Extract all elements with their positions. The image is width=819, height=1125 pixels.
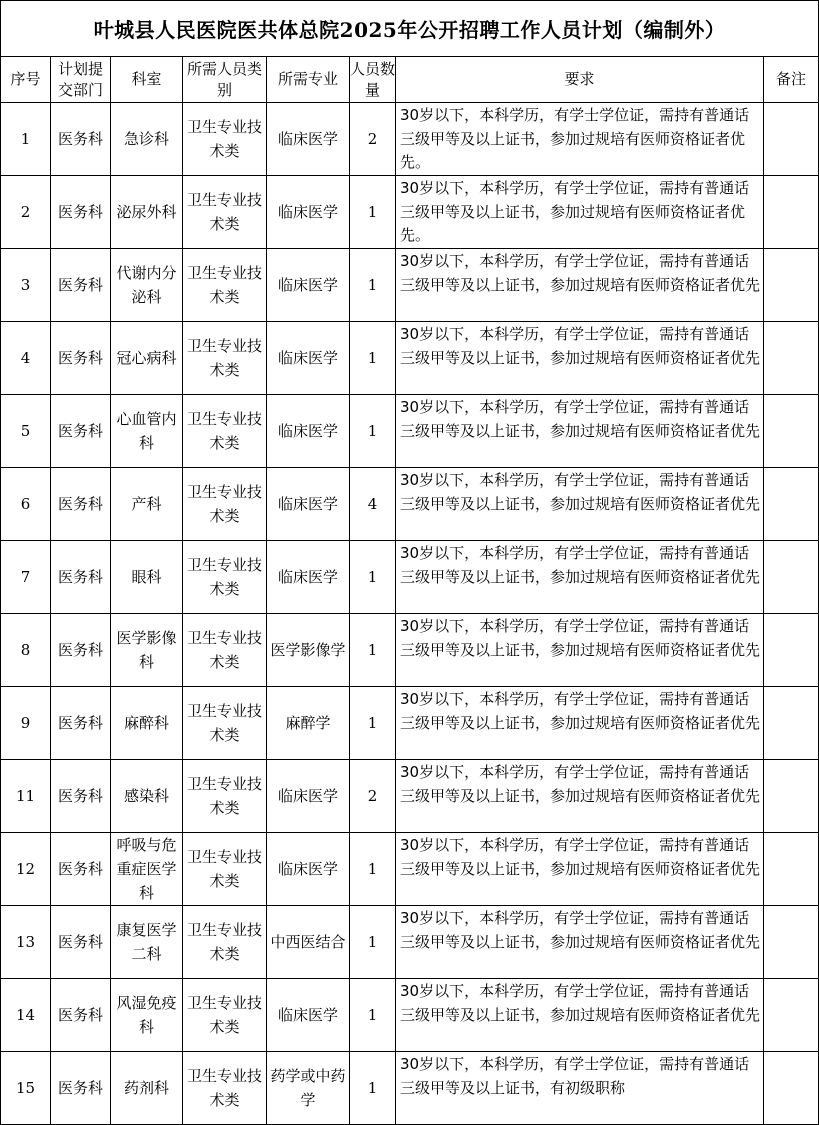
cell-office: 眼科 bbox=[111, 541, 183, 614]
cell-dept: 医务科 bbox=[51, 833, 111, 906]
cell-count: 1 bbox=[350, 395, 396, 468]
cell-office: 康复医学二科 bbox=[111, 906, 183, 979]
table-row bbox=[1, 979, 819, 1052]
cell-dept: 医务科 bbox=[51, 249, 111, 322]
table-row bbox=[1, 541, 819, 614]
table-row bbox=[1, 760, 819, 833]
cell-seq: 1 bbox=[1, 103, 51, 176]
cell-major: 临床医学 bbox=[267, 176, 350, 249]
cell-office: 急诊科 bbox=[111, 103, 183, 176]
cell-dept: 医务科 bbox=[51, 468, 111, 541]
header-seq: 序号 bbox=[1, 57, 51, 103]
cell-office: 风湿免疫科 bbox=[111, 979, 183, 1052]
cell-dept: 医务科 bbox=[51, 1052, 111, 1125]
cell-major: 临床医学 bbox=[267, 833, 350, 906]
cell-seq: 9 bbox=[1, 687, 51, 760]
cell-category: 卫生专业技术类 bbox=[183, 249, 267, 322]
cell-seq: 2 bbox=[1, 176, 51, 249]
cell-category: 卫生专业技术类 bbox=[183, 1052, 267, 1125]
cell-remarks bbox=[764, 687, 819, 760]
cell-category: 卫生专业技术类 bbox=[183, 103, 267, 176]
cell-remarks bbox=[764, 979, 819, 1052]
cell-seq: 6 bbox=[1, 468, 51, 541]
table-header-row bbox=[1, 57, 819, 103]
cell-major: 临床医学 bbox=[267, 760, 350, 833]
cell-remarks bbox=[764, 103, 819, 176]
cell-requirements: 30岁以下，本科学历，有学士学位证，需持有普通话三级甲等及以上证书，参加过规培有医师资格证者优先 bbox=[396, 906, 764, 979]
table-row bbox=[1, 468, 819, 541]
cell-category: 卫生专业技术类 bbox=[183, 468, 267, 541]
cell-count: 1 bbox=[350, 979, 396, 1052]
cell-count: 1 bbox=[350, 176, 396, 249]
cell-category: 卫生专业技术类 bbox=[183, 833, 267, 906]
table-row bbox=[1, 1052, 819, 1125]
cell-major: 药学或中药学 bbox=[267, 1052, 350, 1125]
cell-seq: 7 bbox=[1, 541, 51, 614]
cell-requirements: 30岁以下，本科学历，有学士学位证，需持有普通话三级甲等及以上证书，参加过规培有医师资格证者优先。 bbox=[396, 103, 764, 176]
table-row bbox=[1, 833, 819, 906]
cell-requirements: 30岁以下，本科学历，有学士学位证，需持有普通话三级甲等及以上证书，参加过规培有医师资格证者优先 bbox=[396, 541, 764, 614]
cell-major: 临床医学 bbox=[267, 395, 350, 468]
cell-remarks bbox=[764, 249, 819, 322]
cell-category: 卫生专业技术类 bbox=[183, 906, 267, 979]
cell-major: 医学影像学 bbox=[267, 614, 350, 687]
cell-major: 临床医学 bbox=[267, 322, 350, 395]
table-row bbox=[1, 906, 819, 979]
cell-requirements: 30岁以下，本科学历，有学士学位证，需持有普通话三级甲等及以上证书，参加过规培有医师资格证者优先 bbox=[396, 468, 764, 541]
table-row bbox=[1, 103, 819, 176]
cell-category: 卫生专业技术类 bbox=[183, 979, 267, 1052]
cell-dept: 医务科 bbox=[51, 176, 111, 249]
cell-requirements: 30岁以下，本科学历，有学士学位证，需持有普通话三级甲等及以上证书，参加过规培有医师资格证者优先 bbox=[396, 979, 764, 1052]
cell-dept: 医务科 bbox=[51, 395, 111, 468]
cell-count: 2 bbox=[350, 103, 396, 176]
cell-office: 心血管内科 bbox=[111, 395, 183, 468]
cell-office: 产科 bbox=[111, 468, 183, 541]
cell-remarks bbox=[764, 906, 819, 979]
cell-major: 临床医学 bbox=[267, 249, 350, 322]
cell-requirements: 30岁以下，本科学历，有学士学位证，需持有普通话三级甲等及以上证书，有初级职称 bbox=[396, 1052, 764, 1125]
cell-seq: 14 bbox=[1, 979, 51, 1052]
cell-count: 1 bbox=[350, 614, 396, 687]
cell-dept: 医务科 bbox=[51, 541, 111, 614]
cell-count: 1 bbox=[350, 833, 396, 906]
cell-dept: 医务科 bbox=[51, 322, 111, 395]
header-category: 所需人员类别 bbox=[183, 57, 267, 103]
cell-category: 卫生专业技术类 bbox=[183, 395, 267, 468]
cell-seq: 15 bbox=[1, 1052, 51, 1125]
cell-remarks bbox=[764, 468, 819, 541]
table-body bbox=[1, 103, 819, 1125]
cell-requirements: 30岁以下，本科学历，有学士学位证，需持有普通话三级甲等及以上证书，参加过规培有医师资格证者优先 bbox=[396, 249, 764, 322]
header-office: 科室 bbox=[111, 57, 183, 103]
cell-requirements: 30岁以下，本科学历，有学士学位证，需持有普通话三级甲等及以上证书，参加过规培有医师资格证者优先 bbox=[396, 614, 764, 687]
cell-remarks bbox=[764, 833, 819, 906]
cell-dept: 医务科 bbox=[51, 979, 111, 1052]
cell-remarks bbox=[764, 322, 819, 395]
table-row bbox=[1, 176, 819, 249]
cell-office: 泌尿外科 bbox=[111, 176, 183, 249]
cell-dept: 医务科 bbox=[51, 906, 111, 979]
cell-category: 卫生专业技术类 bbox=[183, 687, 267, 760]
cell-remarks bbox=[764, 541, 819, 614]
cell-major: 麻醉学 bbox=[267, 687, 350, 760]
cell-requirements: 30岁以下，本科学历，有学士学位证，需持有普通话三级甲等及以上证书，参加过规培有医师资格证者优先 bbox=[396, 687, 764, 760]
table-row bbox=[1, 249, 819, 322]
cell-category: 卫生专业技术类 bbox=[183, 541, 267, 614]
cell-requirements: 30岁以下，本科学历，有学士学位证，需持有普通话三级甲等及以上证书，参加过规培有医师资格证者优先。 bbox=[396, 176, 764, 249]
cell-major: 中西医结合 bbox=[267, 906, 350, 979]
cell-seq: 5 bbox=[1, 395, 51, 468]
cell-major: 临床医学 bbox=[267, 468, 350, 541]
cell-category: 卫生专业技术类 bbox=[183, 322, 267, 395]
cell-office: 麻醉科 bbox=[111, 687, 183, 760]
cell-seq: 3 bbox=[1, 249, 51, 322]
cell-major: 临床医学 bbox=[267, 541, 350, 614]
header-requirements: 要求 bbox=[396, 57, 764, 103]
cell-office: 医学影像科 bbox=[111, 614, 183, 687]
cell-dept: 医务科 bbox=[51, 687, 111, 760]
cell-requirements: 30岁以下，本科学历，有学士学位证，需持有普通话三级甲等及以上证书，参加过规培有医师资格证者优先 bbox=[396, 395, 764, 468]
cell-count: 1 bbox=[350, 687, 396, 760]
cell-category: 卫生专业技术类 bbox=[183, 614, 267, 687]
cell-count: 1 bbox=[350, 1052, 396, 1125]
cell-remarks bbox=[764, 760, 819, 833]
cell-remarks bbox=[764, 395, 819, 468]
cell-remarks bbox=[764, 1052, 819, 1125]
cell-dept: 医务科 bbox=[51, 103, 111, 176]
cell-seq: 13 bbox=[1, 906, 51, 979]
cell-office: 感染科 bbox=[111, 760, 183, 833]
header-count: 人员数量 bbox=[350, 57, 396, 103]
cell-requirements: 30岁以下，本科学历，有学士学位证，需持有普通话三级甲等及以上证书，参加过规培有医师资格证者优先 bbox=[396, 322, 764, 395]
cell-requirements: 30岁以下，本科学历，有学士学位证，需持有普通话三级甲等及以上证书，参加过规培有医师资格证者优先 bbox=[396, 760, 764, 833]
header-dept-submit: 计划提交部门 bbox=[51, 57, 111, 103]
cell-seq: 4 bbox=[1, 322, 51, 395]
document-title: 叶城县人民医院医共体总院2025年公开招聘工作人员计划（编制外） bbox=[1, 1, 819, 57]
cell-office: 代谢内分泌科 bbox=[111, 249, 183, 322]
header-remarks: 备注 bbox=[764, 57, 819, 103]
cell-seq: 11 bbox=[1, 760, 51, 833]
cell-office: 冠心病科 bbox=[111, 322, 183, 395]
cell-seq: 12 bbox=[1, 833, 51, 906]
cell-count: 1 bbox=[350, 906, 396, 979]
cell-count: 1 bbox=[350, 541, 396, 614]
table-row bbox=[1, 322, 819, 395]
cell-dept: 医务科 bbox=[51, 760, 111, 833]
cell-seq: 8 bbox=[1, 614, 51, 687]
cell-category: 卫生专业技术类 bbox=[183, 176, 267, 249]
cell-count: 1 bbox=[350, 249, 396, 322]
cell-major: 临床医学 bbox=[267, 979, 350, 1052]
cell-office: 药剂科 bbox=[111, 1052, 183, 1125]
header-major: 所需专业 bbox=[267, 57, 350, 103]
cell-remarks bbox=[764, 176, 819, 249]
cell-office: 呼吸与危重症医学科 bbox=[111, 833, 183, 906]
table-row bbox=[1, 614, 819, 687]
cell-remarks bbox=[764, 614, 819, 687]
table-row bbox=[1, 395, 819, 468]
cell-dept: 医务科 bbox=[51, 614, 111, 687]
cell-count: 4 bbox=[350, 468, 396, 541]
table-row bbox=[1, 687, 819, 760]
cell-requirements: 30岁以下，本科学历，有学士学位证，需持有普通话三级甲等及以上证书，参加过规培有医师资格证者优先 bbox=[396, 833, 764, 906]
cell-category: 卫生专业技术类 bbox=[183, 760, 267, 833]
cell-count: 1 bbox=[350, 322, 396, 395]
cell-count: 2 bbox=[350, 760, 396, 833]
cell-major: 临床医学 bbox=[267, 103, 350, 176]
